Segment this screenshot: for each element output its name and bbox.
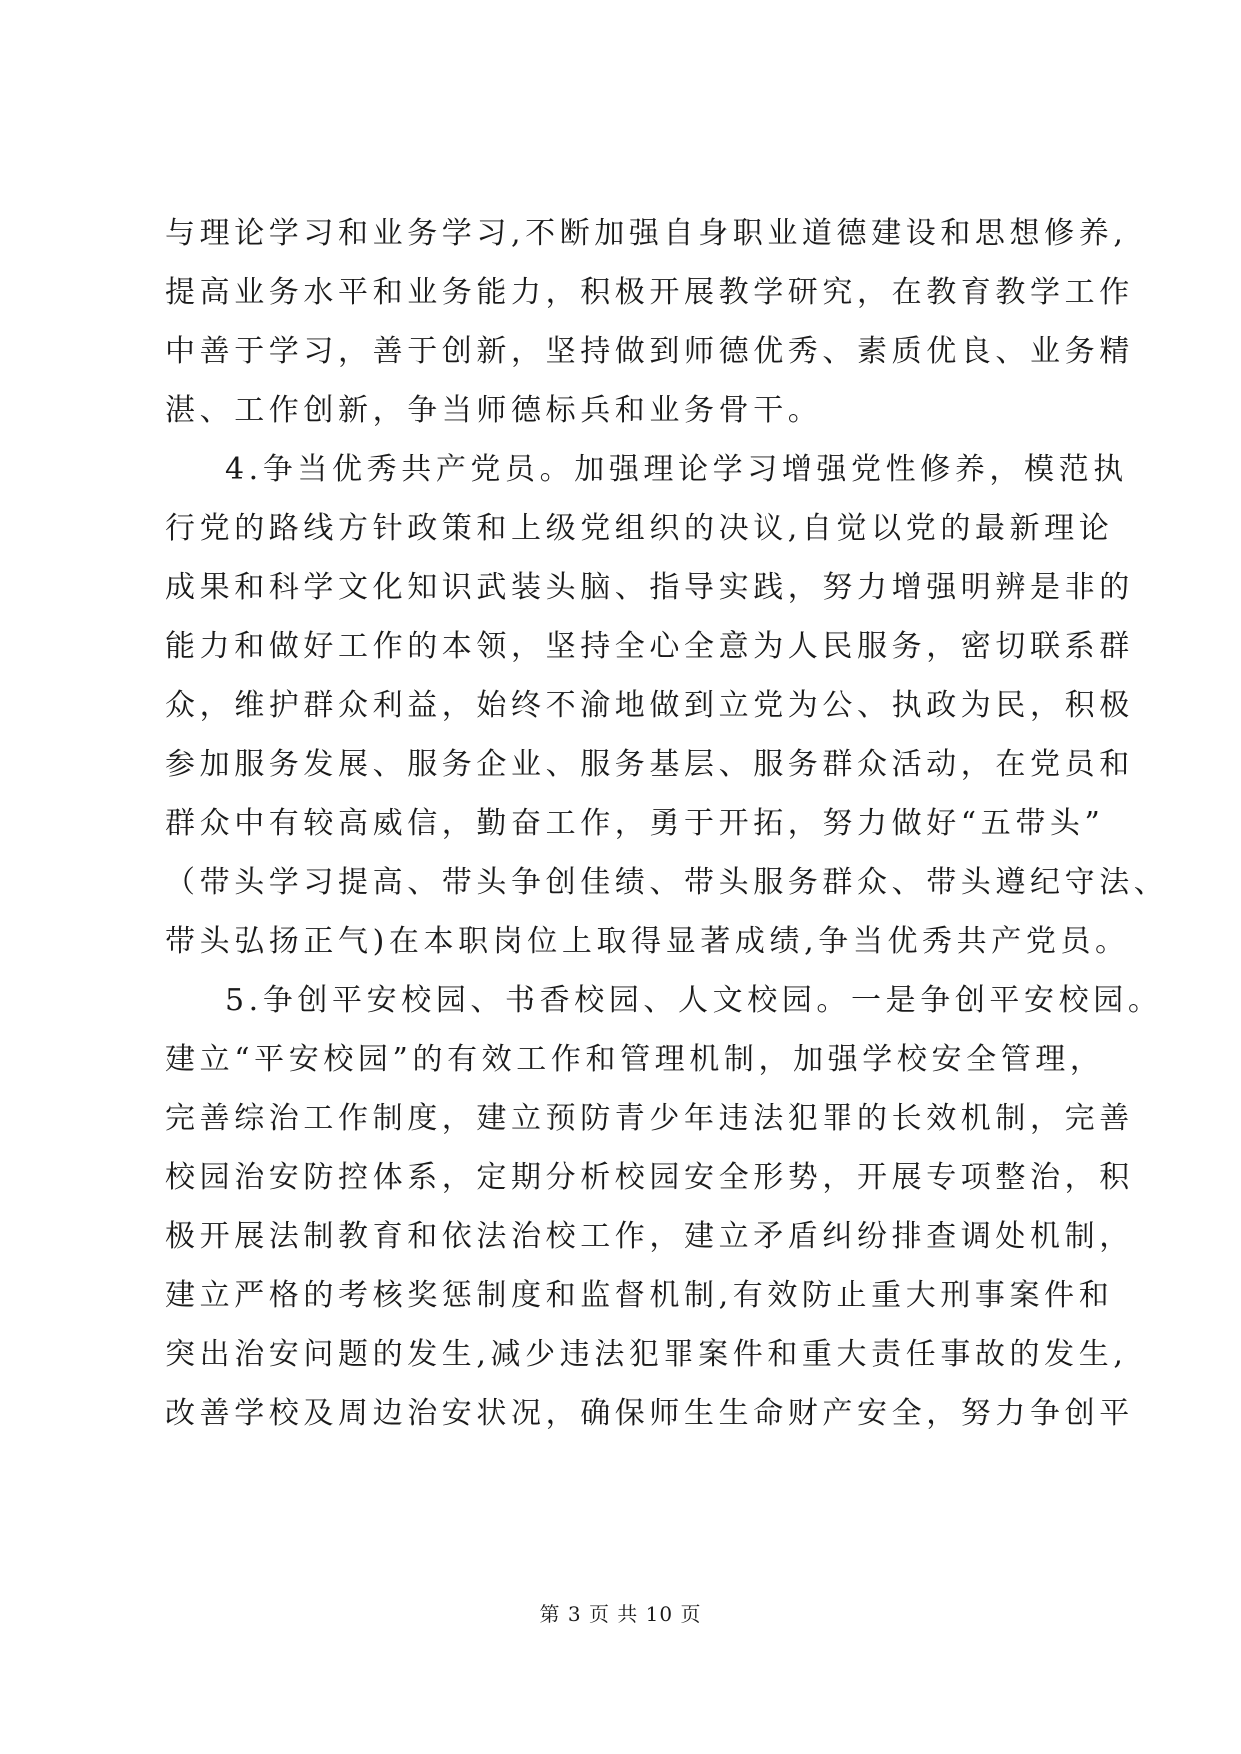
text-line: 极开展法制教育和依法治校工作，建立矛盾纠纷排查调处机制， bbox=[165, 1219, 1134, 1254]
text-line: 改善学校及周边治安状况，确保师生生命财产安全，努力争创平 bbox=[165, 1396, 1134, 1431]
text-line: 成果和科学文化知识武装头脑、指导实践，努力增强明辨是非的 bbox=[165, 570, 1134, 605]
text-line: 完善综治工作制度，建立预防青少年违法犯罪的长效机制，完善 bbox=[165, 1101, 1134, 1136]
page-footer: 第 3 页 共 10 页 bbox=[539, 1602, 702, 1626]
text-line: 中善于学习，善于创新，坚持做到师德优秀、素质优良、业务精 bbox=[165, 334, 1134, 369]
text-line: 众，维护群众利益，始终不渝地做到立党为公、执政为民，积极 bbox=[165, 688, 1134, 723]
text-line: 行党的路线方针政策和上级党组织的决议,自觉以党的最新理论 bbox=[165, 511, 1114, 546]
text-line: 提高业务水平和业务能力，积极开展教学研究，在教育教学工作 bbox=[165, 275, 1134, 310]
text-line: 4.争当优秀共产党员。加强理论学习增强党性修养，模范执 bbox=[225, 452, 1128, 487]
text-line: 能力和做好工作的本领，坚持全心全意为人民服务，密切联系群 bbox=[165, 629, 1134, 664]
text-line: 参加服务发展、服务企业、服务基层、服务群众活动，在党员和 bbox=[165, 747, 1134, 782]
text-line: 带头弘扬正气)在本职岗位上取得显著成绩,争当优秀共产党员。 bbox=[165, 924, 1130, 959]
text-line: 建立严格的考核奖惩制度和监督机制,有效防止重大刑事案件和 bbox=[165, 1278, 1114, 1313]
text-line: 突出治安问题的发生,减少违法犯罪案件和重大责任事故的发生, bbox=[165, 1337, 1128, 1372]
document-body bbox=[165, 204, 1169, 1443]
text-line: 5.争创平安校园、书香校园、人文校园。一是争创平安校园。 bbox=[225, 983, 1163, 1018]
text-line: 与理论学习和业务学习,不断加强自身职业道德建设和思想修养, bbox=[165, 216, 1128, 251]
text-line: 建立“平安校园”的有效工作和管理机制，加强学校安全管理， bbox=[165, 1042, 1105, 1077]
text-line: 湛、工作创新，争当师德标兵和业务骨干。 bbox=[165, 393, 823, 428]
text-line: （带头学习提高、带头争创佳绩、带头服务群众、带头遵纪守法、 bbox=[165, 865, 1169, 900]
text-line: 校园治安防控体系，定期分析校园安全形势，开展专项整治，积 bbox=[165, 1160, 1134, 1195]
text-line: 群众中有较高威信，勤奋工作，勇于开拓，努力做好“五带头” bbox=[165, 806, 1105, 841]
